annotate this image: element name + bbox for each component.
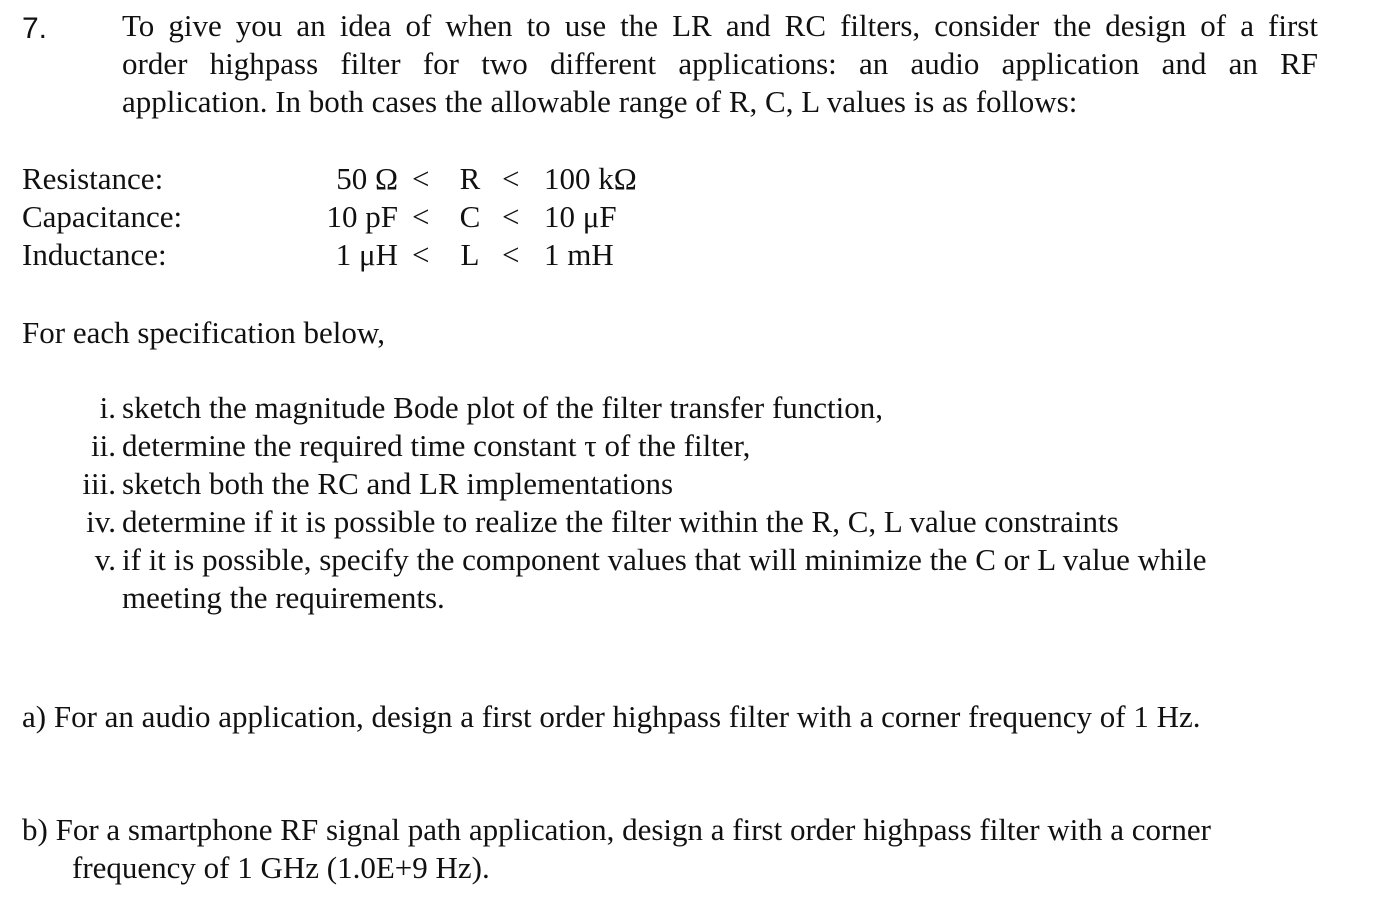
range-variable: R (459, 161, 481, 196)
range-max: 1 mH (544, 237, 614, 272)
list-item (22, 503, 1312, 541)
range-min: 10 pF (326, 199, 398, 234)
range-label: Resistance: (22, 161, 164, 196)
step-text: determine the required time constant τ of the filter, (122, 428, 751, 463)
range-max: 100 kΩ (544, 161, 637, 196)
steps-list (22, 389, 1312, 617)
list-item (22, 541, 1312, 617)
list-item (22, 465, 1312, 503)
intro-line: application. In both cases the allowable range of R, C, L values is as follows: (122, 84, 1078, 119)
less-than-symbol: < (412, 237, 430, 272)
less-than-symbol: < (412, 161, 430, 196)
list-item (22, 427, 1312, 465)
less-than-symbol: < (412, 199, 430, 234)
step-text: sketch the magnitude Bode plot of the filter transfer function, (122, 390, 883, 425)
part-a (22, 698, 1322, 736)
range-variable: L (460, 237, 480, 272)
step-number: i. (99, 390, 116, 425)
problem-number: 7. (22, 12, 48, 45)
less-than-symbol: < (502, 237, 520, 272)
part-b-text: b) For a smartphone RF signal path application, design a first order highpass filter with a corner frequency of 1 GHz (1.0E+9 Hz). (22, 812, 1211, 885)
range-min: 50 Ω (336, 161, 398, 196)
range-max: 10 μF (544, 199, 617, 234)
range-min: 1 μH (335, 237, 398, 272)
less-than-symbol: < (502, 161, 520, 196)
range-label: Inductance: (22, 237, 167, 272)
part-b (22, 811, 1322, 887)
step-number: ii. (91, 428, 116, 463)
part-a-text: a) For an audio application, design a first order highpass filter with a corner frequency of 1 Hz. (22, 699, 1201, 734)
range-variable: C (459, 199, 481, 234)
range-label: Capacitance: (22, 199, 183, 234)
for-each-heading: For each specification below, (22, 315, 385, 350)
step-number: iv. (86, 504, 116, 539)
problem-intro (122, 7, 1318, 121)
less-than-symbol: < (502, 199, 520, 234)
step-number: v. (94, 542, 116, 577)
intro-line: order highpass filter for two different applications: an audio application and an RF (122, 46, 1318, 81)
list-item (22, 389, 1312, 427)
intro-line: To give you an idea of when to use the LR and RC filters, consider the design of a first (122, 8, 1318, 43)
step-text: sketch both the RC and LR implementations (122, 466, 674, 501)
step-number: iii. (82, 466, 116, 501)
step-text: if it is possible, specify the component values that will minimize the C or L value while meeting the requirements. (122, 542, 1207, 615)
step-text: determine if it is possible to realize the filter within the R, C, L value constraints (122, 504, 1119, 539)
